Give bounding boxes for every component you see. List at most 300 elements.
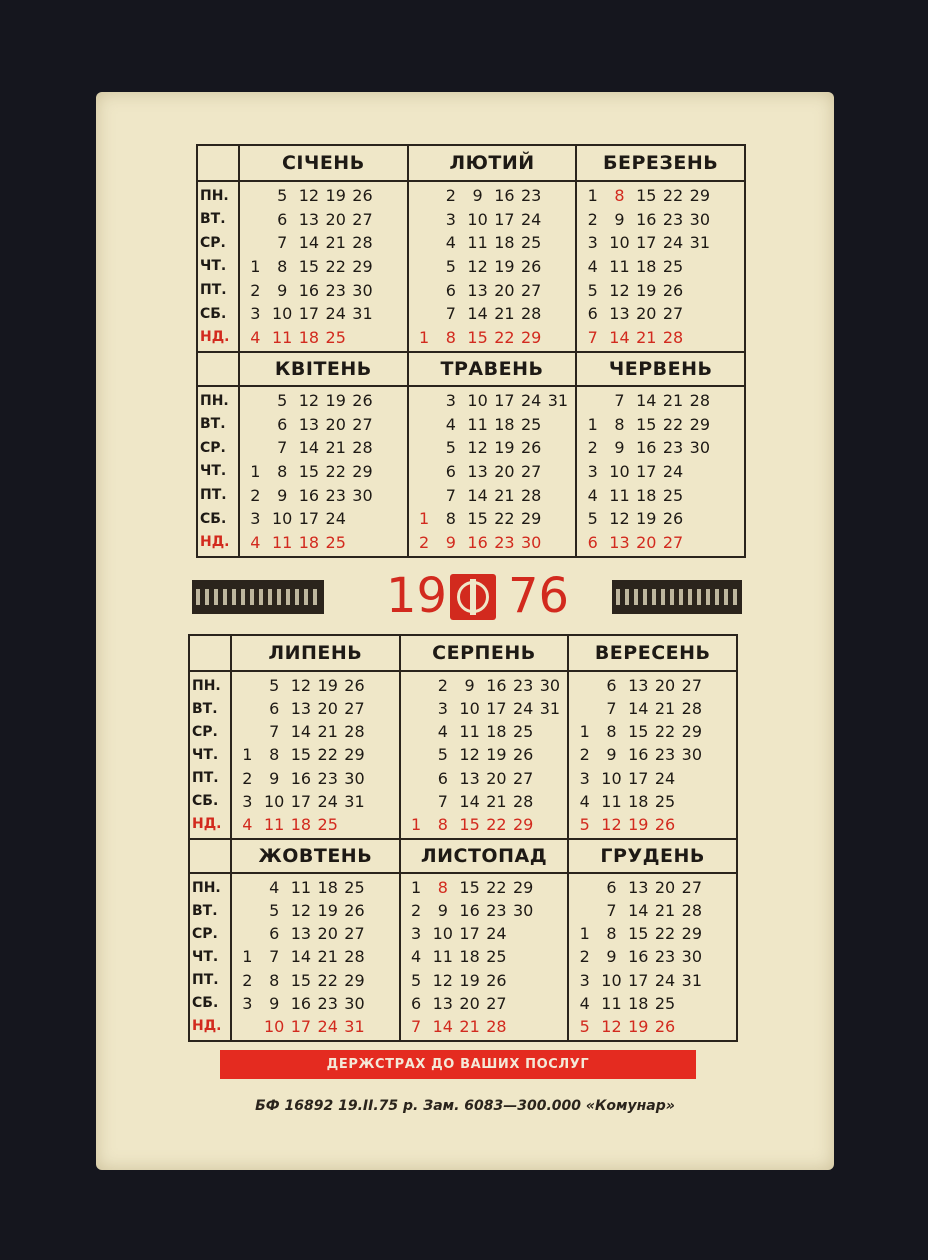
day-cell: 18 bbox=[636, 256, 657, 276]
day-cell bbox=[376, 530, 403, 554]
day-cell bbox=[411, 460, 438, 484]
day-cell: 24 bbox=[520, 391, 542, 411]
weekday-label: НД. bbox=[200, 534, 230, 551]
day-cell: 1 bbox=[418, 327, 430, 347]
day-cell: 9 bbox=[472, 186, 483, 206]
day-cell bbox=[545, 413, 572, 437]
day-cell: 21 bbox=[654, 699, 676, 719]
month-name: БЕРЕЗЕНЬ bbox=[575, 146, 744, 182]
day-cell bbox=[705, 899, 732, 922]
day-cell: 24 bbox=[317, 1016, 338, 1036]
ornament-right bbox=[612, 580, 742, 614]
day-cell: 10 bbox=[263, 1016, 285, 1036]
day-cell: 14 bbox=[298, 438, 320, 458]
day-cell: 23 bbox=[654, 745, 676, 765]
day-cell bbox=[234, 674, 261, 697]
day-cell: 21 bbox=[325, 438, 346, 458]
day-cell: 2 bbox=[579, 745, 590, 765]
day-cell: 17 bbox=[486, 699, 507, 719]
day-cell bbox=[234, 697, 261, 720]
weekday-label: ПТ. bbox=[192, 972, 219, 989]
day-cell bbox=[537, 813, 564, 836]
day-cell: 18 bbox=[628, 993, 649, 1013]
day-cell: 23 bbox=[317, 768, 338, 788]
day-cell: 3 bbox=[445, 391, 456, 411]
day-cell: 27 bbox=[352, 414, 373, 434]
day-cell: 6 bbox=[277, 414, 288, 434]
day-cell bbox=[368, 767, 395, 790]
day-cell: 7 bbox=[437, 791, 448, 811]
day-cell bbox=[242, 184, 269, 208]
weekday-label: НД. bbox=[192, 816, 222, 833]
day-cell bbox=[411, 231, 438, 255]
day-cell: 3 bbox=[445, 209, 456, 229]
day-cell: 16 bbox=[628, 947, 649, 967]
day-cell: 1 bbox=[250, 461, 261, 481]
day-cell: 5 bbox=[587, 509, 598, 529]
day-cell: 1 bbox=[242, 947, 253, 967]
day-cell: 16 bbox=[486, 676, 507, 696]
day-cell: 27 bbox=[352, 209, 373, 229]
day-cell: 7 bbox=[277, 233, 288, 253]
day-cell bbox=[713, 530, 740, 554]
day-cell: 14 bbox=[609, 327, 630, 347]
day-cell: 18 bbox=[494, 233, 515, 253]
day-cell: 30 bbox=[352, 280, 373, 300]
day-cell: 4 bbox=[242, 814, 253, 834]
day-cell bbox=[368, 674, 395, 697]
day-cell: 6 bbox=[587, 532, 598, 552]
day-cell: 18 bbox=[636, 485, 657, 505]
day-cell bbox=[705, 969, 732, 992]
day-cell: 19 bbox=[486, 745, 507, 765]
day-cell bbox=[713, 507, 740, 531]
weekday-label: НД. bbox=[200, 329, 230, 346]
day-cell: 17 bbox=[459, 924, 480, 944]
day-cell: 5 bbox=[445, 256, 456, 276]
day-cell: 18 bbox=[290, 814, 312, 834]
day-cell: 3 bbox=[242, 993, 253, 1013]
day-cell bbox=[678, 992, 705, 1015]
day-cell: 11 bbox=[601, 791, 622, 811]
day-cell: 11 bbox=[609, 256, 630, 276]
weekday-label: СБ. bbox=[192, 793, 219, 810]
day-cell: 27 bbox=[681, 676, 702, 696]
day-cell bbox=[368, 697, 395, 720]
day-cell: 28 bbox=[512, 791, 534, 811]
weekday-label: ПН. bbox=[192, 879, 221, 896]
day-cell: 1 bbox=[250, 256, 261, 276]
day-cell bbox=[403, 674, 430, 697]
day-cell: 23 bbox=[512, 676, 534, 696]
day-cell: 21 bbox=[459, 1016, 480, 1036]
day-cell: 12 bbox=[609, 509, 630, 529]
day-cell bbox=[705, 876, 732, 899]
day-cell bbox=[403, 743, 430, 766]
day-cell: 28 bbox=[344, 947, 365, 967]
day-cell bbox=[510, 922, 537, 945]
day-cell: 24 bbox=[325, 509, 346, 529]
day-cell: 4 bbox=[587, 256, 598, 276]
day-cell bbox=[545, 507, 572, 531]
day-cell: 5 bbox=[277, 391, 288, 411]
day-cell: 13 bbox=[459, 768, 480, 788]
day-cell: 31 bbox=[539, 699, 561, 719]
day-cell: 25 bbox=[662, 485, 684, 505]
day-cell: 8 bbox=[437, 878, 448, 898]
day-cell bbox=[686, 530, 713, 554]
weekday-label: ВТ. bbox=[200, 211, 226, 228]
weekday-labels bbox=[190, 874, 230, 1040]
day-cell: 12 bbox=[432, 970, 453, 990]
calendar-half-bottom bbox=[188, 634, 738, 1042]
month-name: ЛИСТОПАД bbox=[399, 838, 568, 874]
day-cell: 5 bbox=[579, 1016, 590, 1036]
day-cell bbox=[713, 413, 740, 437]
weekday-label: НД. bbox=[192, 1018, 222, 1035]
day-cell bbox=[686, 483, 713, 507]
day-cell: 2 bbox=[418, 532, 430, 552]
day-cell bbox=[678, 1015, 705, 1038]
day-cell: 9 bbox=[277, 485, 288, 505]
day-cell bbox=[368, 945, 395, 968]
day-cell: 3 bbox=[579, 768, 590, 788]
day-cell bbox=[376, 483, 403, 507]
day-cell: 11 bbox=[601, 993, 622, 1013]
day-cell: 15 bbox=[290, 745, 312, 765]
day-cell: 4 bbox=[269, 878, 280, 898]
day-cell: 31 bbox=[547, 391, 569, 411]
day-cell bbox=[705, 945, 732, 968]
day-cell: 25 bbox=[317, 814, 338, 834]
day-cell: 27 bbox=[681, 878, 702, 898]
day-cell: 29 bbox=[352, 256, 373, 276]
day-cell: 14 bbox=[298, 233, 320, 253]
slogan-banner: ДЕРЖСТРАХ ДО ВАШИХ ПОСЛУГ bbox=[220, 1050, 696, 1079]
day-cell: 26 bbox=[344, 676, 365, 696]
day-cell: 3 bbox=[410, 924, 422, 944]
day-cell bbox=[341, 813, 368, 836]
day-cell: 27 bbox=[662, 532, 684, 552]
day-cell: 11 bbox=[609, 485, 630, 505]
day-cell: 30 bbox=[689, 209, 710, 229]
day-cell: 10 bbox=[263, 791, 285, 811]
day-cell bbox=[376, 255, 403, 279]
day-cell: 13 bbox=[467, 280, 488, 300]
day-cell: 14 bbox=[290, 947, 312, 967]
day-cell bbox=[510, 1015, 537, 1038]
calendar-card bbox=[96, 92, 834, 1170]
day-cell: 13 bbox=[628, 676, 649, 696]
day-cell: 4 bbox=[587, 485, 598, 505]
weekday-label: СР. bbox=[200, 439, 226, 456]
day-cell: 28 bbox=[520, 304, 542, 324]
day-cell: 27 bbox=[520, 280, 542, 300]
weekday-label: ПН. bbox=[200, 392, 229, 409]
day-cell bbox=[411, 413, 438, 437]
day-cell: 8 bbox=[606, 924, 617, 944]
day-cell: 28 bbox=[681, 901, 702, 921]
day-cell: 12 bbox=[467, 256, 488, 276]
day-cell: 26 bbox=[352, 391, 373, 411]
day-cell: 7 bbox=[587, 327, 598, 347]
day-cell: 22 bbox=[654, 924, 676, 944]
month-grid bbox=[238, 387, 407, 556]
day-cell: 8 bbox=[269, 745, 280, 765]
day-cell: 28 bbox=[344, 722, 365, 742]
day-cell: 4 bbox=[250, 532, 261, 552]
day-cell: 9 bbox=[614, 209, 625, 229]
day-cell: 23 bbox=[662, 438, 684, 458]
month-name: ВЕРЕСЕНЬ bbox=[567, 636, 736, 672]
day-cell: 21 bbox=[494, 304, 515, 324]
month-grid bbox=[230, 672, 399, 838]
month-name: СІЧЕНЬ bbox=[238, 146, 407, 182]
day-cell bbox=[403, 720, 430, 743]
month-grid bbox=[575, 387, 744, 556]
day-cell bbox=[579, 389, 606, 413]
day-cell: 16 bbox=[459, 901, 480, 921]
day-cell: 9 bbox=[445, 532, 456, 552]
day-cell: 29 bbox=[689, 414, 710, 434]
day-cell: 6 bbox=[606, 676, 617, 696]
day-cell bbox=[571, 697, 598, 720]
day-cell: 31 bbox=[344, 791, 365, 811]
day-cell: 1 bbox=[410, 878, 422, 898]
day-cell: 24 bbox=[662, 461, 684, 481]
day-cell: 11 bbox=[263, 814, 285, 834]
day-cell: 16 bbox=[494, 186, 515, 206]
day-cell: 25 bbox=[344, 878, 365, 898]
day-cell: 30 bbox=[344, 993, 365, 1013]
day-cell bbox=[705, 1015, 732, 1038]
day-cell: 14 bbox=[467, 485, 488, 505]
day-cell: 7 bbox=[269, 722, 280, 742]
day-cell bbox=[537, 969, 564, 992]
day-cell: 12 bbox=[298, 186, 320, 206]
day-cell: 23 bbox=[325, 280, 346, 300]
day-cell bbox=[411, 483, 438, 507]
day-cell: 15 bbox=[636, 186, 657, 206]
day-cell bbox=[537, 1015, 564, 1038]
day-cell: 12 bbox=[609, 280, 630, 300]
day-cell: 17 bbox=[298, 509, 320, 529]
day-cell bbox=[376, 325, 403, 349]
day-cell bbox=[537, 992, 564, 1015]
day-cell bbox=[686, 302, 713, 326]
day-cell bbox=[403, 697, 430, 720]
day-cell bbox=[686, 255, 713, 279]
day-cell: 15 bbox=[459, 878, 480, 898]
day-cell: 23 bbox=[317, 993, 338, 1013]
day-cell: 27 bbox=[344, 924, 365, 944]
day-cell bbox=[537, 743, 564, 766]
day-cell bbox=[705, 767, 732, 790]
day-cell: 20 bbox=[486, 768, 507, 788]
weekday-labels bbox=[198, 182, 238, 351]
day-cell: 11 bbox=[432, 947, 453, 967]
day-cell: 20 bbox=[494, 461, 515, 481]
day-cell: 1 bbox=[418, 509, 430, 529]
day-cell: 19 bbox=[317, 901, 338, 921]
day-cell bbox=[678, 813, 705, 836]
month-name: ЛИПЕНЬ bbox=[230, 636, 399, 672]
day-cell: 20 bbox=[325, 414, 346, 434]
day-cell: 30 bbox=[520, 532, 542, 552]
weekday-labels bbox=[198, 387, 238, 556]
day-cell: 14 bbox=[628, 901, 649, 921]
day-cell: 10 bbox=[271, 304, 293, 324]
day-cell bbox=[571, 876, 598, 899]
day-cell: 5 bbox=[587, 280, 598, 300]
day-cell: 7 bbox=[606, 901, 617, 921]
day-cell: 28 bbox=[352, 233, 373, 253]
day-cell: 22 bbox=[486, 878, 507, 898]
day-cell: 26 bbox=[352, 186, 373, 206]
weekday-label: ВТ. bbox=[192, 700, 218, 717]
day-cell: 4 bbox=[579, 791, 590, 811]
month-name: ТРАВЕНЬ bbox=[407, 351, 576, 387]
day-cell: 8 bbox=[277, 461, 288, 481]
day-cell: 22 bbox=[662, 414, 684, 434]
day-cell: 31 bbox=[689, 233, 710, 253]
day-cell bbox=[403, 790, 430, 813]
day-cell: 18 bbox=[298, 327, 320, 347]
day-cell: 17 bbox=[628, 768, 649, 788]
day-cell: 14 bbox=[628, 699, 649, 719]
day-cell bbox=[713, 231, 740, 255]
day-cell bbox=[545, 278, 572, 302]
day-cell bbox=[545, 325, 572, 349]
day-cell: 13 bbox=[609, 532, 630, 552]
day-cell: 28 bbox=[486, 1016, 507, 1036]
month-name: ЧЕРВЕНЬ bbox=[575, 351, 744, 387]
day-cell bbox=[686, 460, 713, 484]
day-cell bbox=[545, 530, 572, 554]
weekday-label: ПН. bbox=[200, 187, 229, 204]
corner-cell bbox=[198, 351, 238, 387]
day-cell bbox=[376, 231, 403, 255]
day-cell: 5 bbox=[410, 970, 422, 990]
day-cell: 9 bbox=[464, 676, 475, 696]
day-cell: 25 bbox=[654, 791, 676, 811]
day-cell: 17 bbox=[494, 209, 515, 229]
day-cell bbox=[537, 945, 564, 968]
day-cell: 13 bbox=[628, 878, 649, 898]
day-cell: 19 bbox=[325, 391, 346, 411]
day-cell bbox=[368, 1015, 395, 1038]
day-cell: 7 bbox=[445, 485, 456, 505]
day-cell: 9 bbox=[269, 993, 280, 1013]
day-cell: 5 bbox=[269, 901, 280, 921]
day-cell: 22 bbox=[317, 745, 338, 765]
day-cell: 20 bbox=[494, 280, 515, 300]
day-cell: 3 bbox=[437, 699, 448, 719]
day-cell: 11 bbox=[290, 878, 312, 898]
day-cell: 13 bbox=[467, 461, 488, 481]
day-cell bbox=[686, 507, 713, 531]
day-cell: 2 bbox=[242, 768, 253, 788]
day-cell bbox=[376, 278, 403, 302]
day-cell: 17 bbox=[290, 1016, 312, 1036]
weekday-label: СБ. bbox=[200, 305, 227, 322]
day-cell: 15 bbox=[467, 509, 488, 529]
day-cell: 24 bbox=[486, 924, 507, 944]
day-cell bbox=[368, 922, 395, 945]
day-cell: 2 bbox=[250, 280, 261, 300]
day-cell: 5 bbox=[437, 745, 448, 765]
day-cell: 13 bbox=[298, 414, 320, 434]
day-cell bbox=[713, 325, 740, 349]
day-cell: 25 bbox=[520, 414, 542, 434]
day-cell: 21 bbox=[317, 722, 338, 742]
day-cell bbox=[376, 184, 403, 208]
day-cell: 30 bbox=[681, 745, 702, 765]
day-cell: 16 bbox=[636, 209, 657, 229]
day-cell: 27 bbox=[486, 993, 507, 1013]
day-cell bbox=[411, 184, 438, 208]
day-cell: 9 bbox=[614, 438, 625, 458]
day-cell: 14 bbox=[467, 304, 488, 324]
day-cell bbox=[678, 767, 705, 790]
day-cell: 7 bbox=[614, 391, 625, 411]
day-cell bbox=[537, 767, 564, 790]
day-cell: 11 bbox=[459, 722, 480, 742]
day-cell: 30 bbox=[681, 947, 702, 967]
day-cell bbox=[510, 992, 537, 1015]
day-cell: 24 bbox=[317, 791, 338, 811]
day-cell: 6 bbox=[445, 461, 456, 481]
day-cell: 22 bbox=[662, 186, 684, 206]
day-cell: 23 bbox=[494, 532, 515, 552]
day-cell bbox=[705, 743, 732, 766]
day-cell: 25 bbox=[325, 532, 346, 552]
day-cell: 19 bbox=[636, 509, 657, 529]
day-cell: 8 bbox=[445, 509, 456, 529]
day-cell: 27 bbox=[512, 768, 534, 788]
month-grid bbox=[407, 182, 576, 351]
day-cell: 16 bbox=[298, 280, 320, 300]
weekday-label: СБ. bbox=[200, 510, 227, 527]
day-cell: 23 bbox=[662, 209, 684, 229]
day-cell: 28 bbox=[662, 327, 684, 347]
day-cell: 8 bbox=[269, 970, 280, 990]
day-cell bbox=[537, 899, 564, 922]
day-cell: 18 bbox=[494, 414, 515, 434]
day-cell: 3 bbox=[242, 791, 253, 811]
day-cell: 1 bbox=[242, 745, 253, 765]
day-cell: 21 bbox=[486, 791, 507, 811]
day-cell bbox=[234, 1015, 261, 1038]
day-cell bbox=[545, 436, 572, 460]
day-cell bbox=[537, 720, 564, 743]
day-cell: 24 bbox=[662, 233, 684, 253]
ornament-left bbox=[192, 580, 324, 614]
day-cell bbox=[713, 302, 740, 326]
day-cell bbox=[368, 969, 395, 992]
day-cell: 20 bbox=[654, 878, 676, 898]
day-cell: 6 bbox=[606, 878, 617, 898]
day-cell: 4 bbox=[579, 993, 590, 1013]
day-cell: 18 bbox=[459, 947, 480, 967]
day-cell bbox=[234, 876, 261, 899]
day-cell bbox=[537, 922, 564, 945]
day-cell: 15 bbox=[636, 414, 657, 434]
day-cell bbox=[705, 992, 732, 1015]
day-cell: 13 bbox=[609, 304, 630, 324]
day-cell: 9 bbox=[606, 745, 617, 765]
day-cell: 26 bbox=[520, 256, 542, 276]
